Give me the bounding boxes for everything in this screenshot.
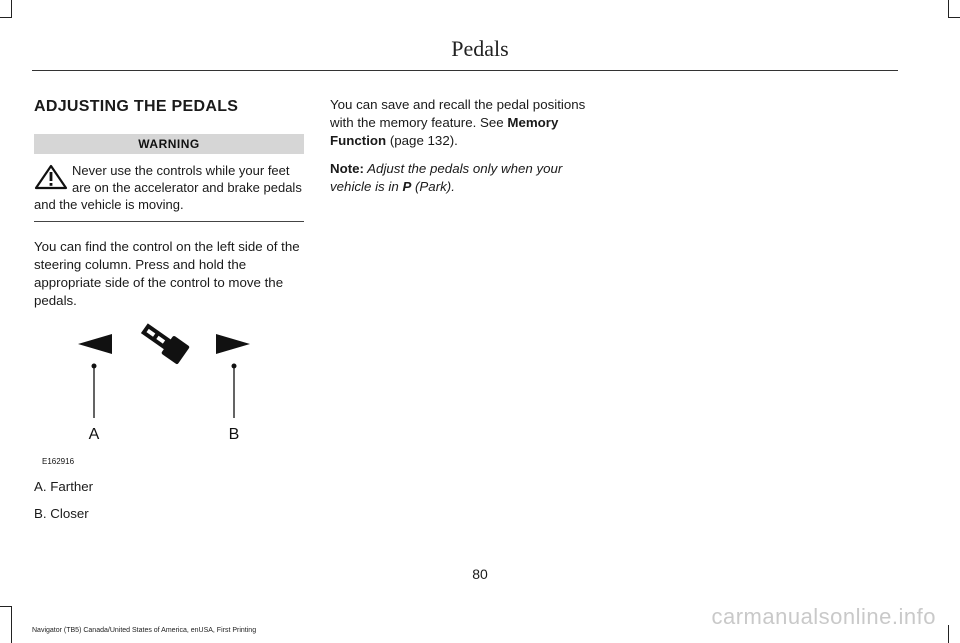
page-title: Pedals (451, 36, 509, 61)
legend-item-a: A. Farther (34, 479, 94, 494)
warning-box (34, 162, 304, 222)
crop-mark (948, 625, 949, 643)
diagram-legend (34, 478, 294, 532)
pedal-control-diagram (34, 318, 274, 468)
left-column (34, 96, 304, 320)
warning-triangle-icon (34, 164, 68, 190)
diagram-label-a: A (88, 426, 100, 443)
diagram-label-b: B (228, 426, 240, 443)
warning-text: Never use the controls while your feet are on the accelerator and brake pedals and the vehicle is moving. (34, 163, 302, 212)
memory-text: You can save and recall the pedal positions with the memory feature. See (330, 97, 586, 130)
warning-label: WARNING (34, 134, 304, 154)
note-gear: P (402, 179, 412, 194)
body-paragraph: You can find the control on the left side of the steering column. Press and hold the appropriate side of the control to move the pedals. (34, 239, 300, 308)
page-number: 80 (472, 566, 488, 582)
crop-mark (948, 0, 949, 18)
note-text-end: (Park). (411, 179, 455, 194)
memory-page-ref: (page 132). (386, 133, 458, 148)
crop-mark (948, 17, 960, 18)
watermark: carmanualsonline.info (711, 604, 936, 629)
crop-mark (0, 606, 12, 607)
header-divider (32, 70, 898, 71)
arrow-right-icon (216, 334, 250, 354)
middle-column (330, 96, 602, 206)
arrow-left-icon (78, 334, 112, 354)
crop-mark (11, 606, 12, 643)
image-id: E162916 (42, 457, 75, 466)
note-label: Note: (330, 161, 364, 176)
crop-mark (11, 0, 12, 18)
footer-text: Navigator (TB5) Canada/United States of America, enUSA, First Printing (32, 627, 257, 634)
memory-paragraph (330, 96, 602, 150)
pedal-icon (138, 319, 190, 365)
note-paragraph (330, 160, 602, 196)
legend-item-b: B. Closer (34, 506, 89, 521)
memory-function-link[interactable]: Memory Function (330, 115, 559, 148)
note-text: Adjust the pedals only when your vehicle is in (330, 161, 563, 194)
section-heading: ADJUSTING THE PEDALS (34, 98, 239, 115)
crop-mark (0, 17, 12, 18)
